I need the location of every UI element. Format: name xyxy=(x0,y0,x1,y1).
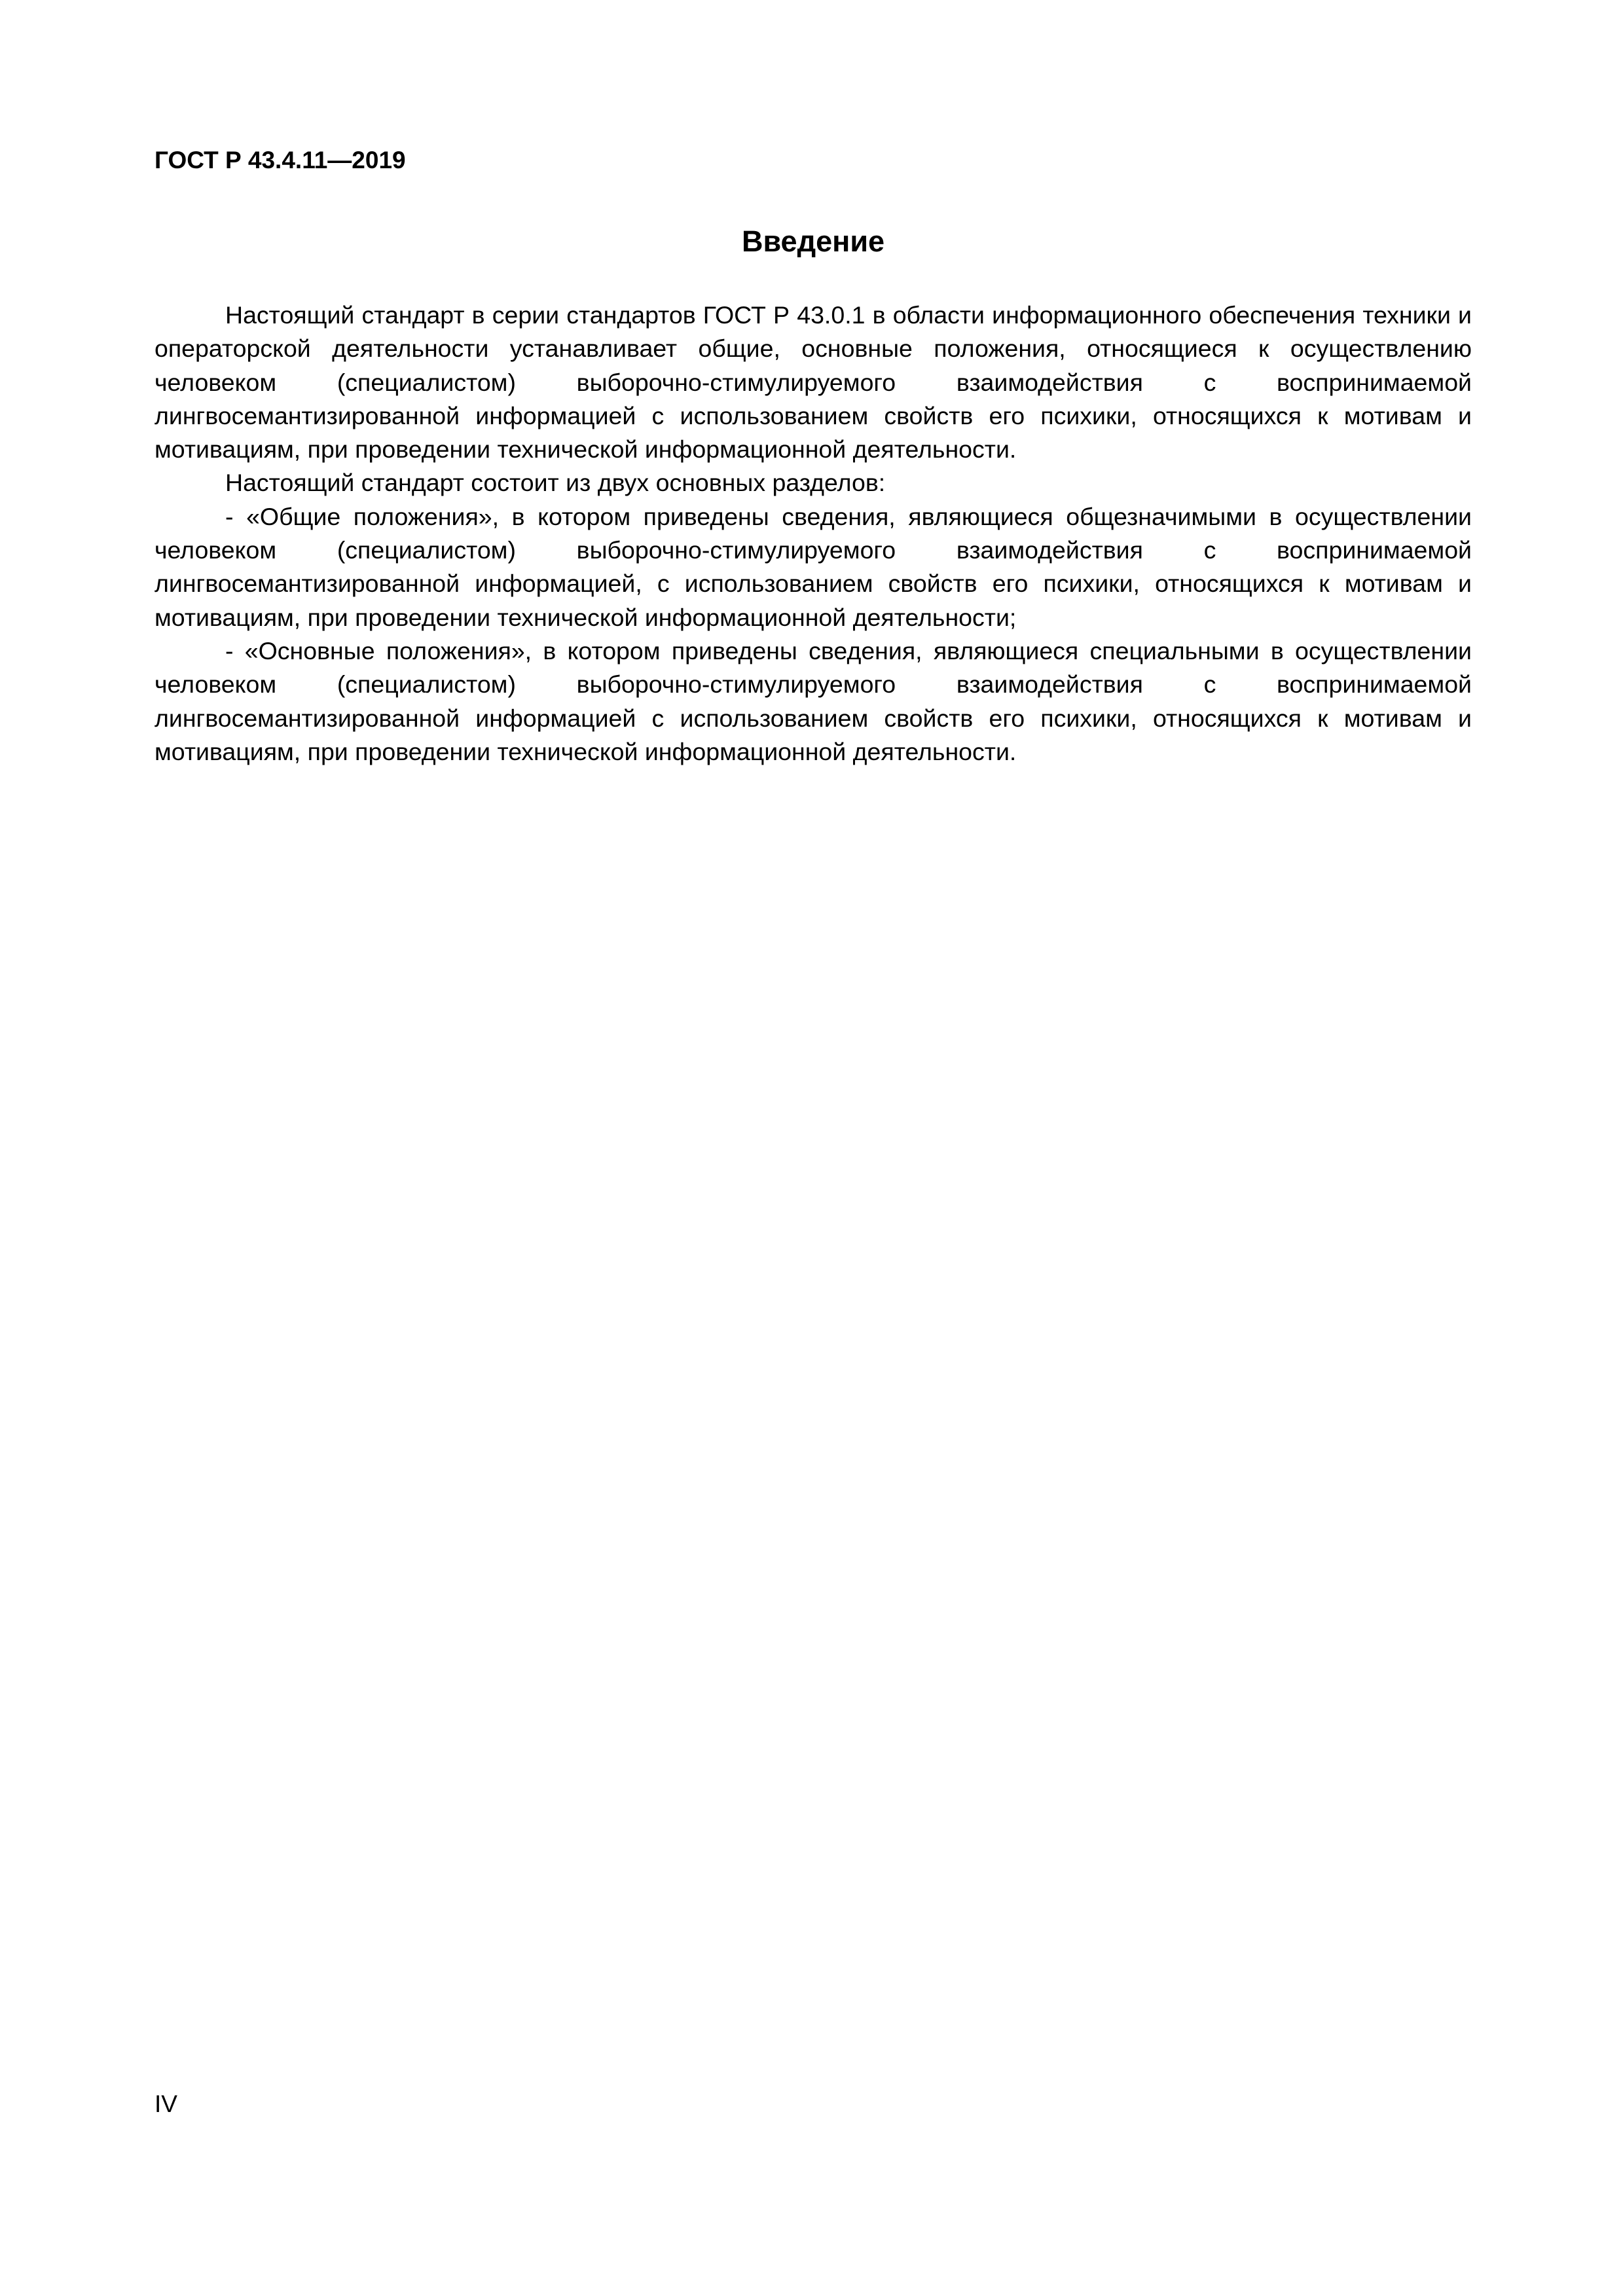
document-header: ГОСТ Р 43.4.11—2019 xyxy=(155,147,406,173)
intro-paragraph: Настоящий стандарт в серии стандартов ГОСТ Р 43.0.1 в области информационного обеспечения техники и операторской деятельности устанавливает общие, основные положения, относящиеся к осуществлению человеком (специалистом) выборочно-стимулируемого взаимодействия с воспринимаемой лингвосемантизированной информацией с использованием свойств его психики, относящихся к мотивам и мотивациям, при проведении технической информационной деятельности. xyxy=(155,301,1472,464)
body-text xyxy=(155,299,1472,769)
list-item-general: - «Общие положения», в котором приведены сведения, являющиеся общезначимыми в осуществлении человеком (специалистом) выборочно-стимулируемого взаимодействия с воспринимаемой лингвосемантизированной информацией, с использованием свойств его психики, относящихся к мотивам и мотивациям, при проведении технической информационной деятельности; xyxy=(155,502,1472,631)
structure-paragraph: Настоящий стандарт состоит из двух основных разделов: xyxy=(225,469,886,497)
section-title: Введение xyxy=(741,225,885,258)
list-item-basic: - «Основные положения», в котором приведены сведения, являющиеся специальными в осуществлении человеком (специалистом) выборочно-стимулируемого взаимодействия с воспринимаемой лингвосемантизированной информацией с использованием свойств его психики, относящихся к мотивам и мотивациям, при проведении технической информационной деятельности. xyxy=(155,636,1472,765)
page-number: IV xyxy=(155,2090,177,2117)
